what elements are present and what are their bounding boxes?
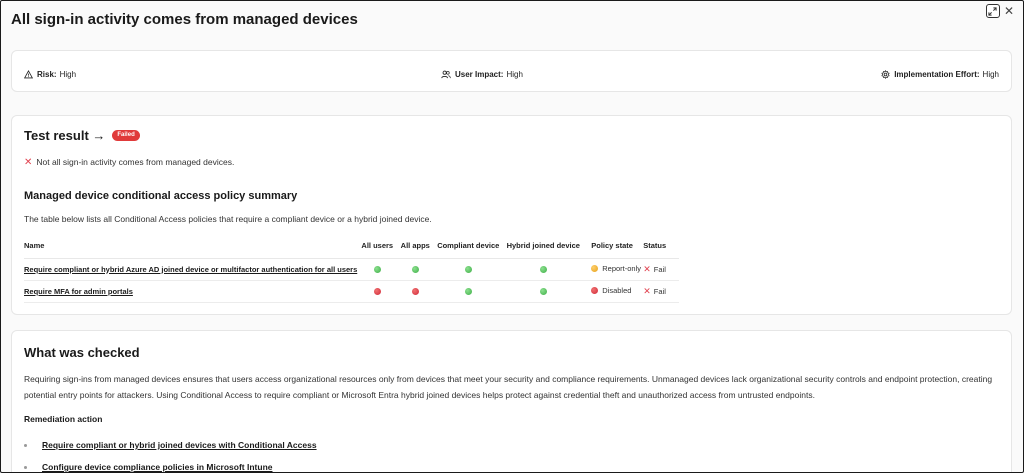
test-result-heading xyxy=(24,128,140,143)
what-was-checked-heading: What was checked xyxy=(24,345,140,360)
summary-card xyxy=(11,50,1012,92)
hybrid-joined-indicator xyxy=(540,288,547,295)
remediation-heading: Remediation action xyxy=(24,414,103,424)
user-impact-value: High xyxy=(506,70,523,79)
policy-state xyxy=(591,264,641,273)
status-cell xyxy=(643,287,666,296)
all-apps-indicator xyxy=(412,266,419,273)
user-impact-meta xyxy=(441,70,523,79)
close-button[interactable]: ✕ xyxy=(1003,4,1014,18)
state-indicator xyxy=(591,287,598,294)
policy-link[interactable]: Require compliant or hybrid Azure AD joined device or multifactor authentication for all users xyxy=(24,264,358,274)
window-actions xyxy=(986,4,1014,18)
expand-button[interactable] xyxy=(986,4,1000,18)
column-header-hybrid-joined-device: Hybrid joined device xyxy=(503,240,583,258)
what-was-checked-card xyxy=(11,330,1012,473)
status-cell xyxy=(643,265,666,274)
bullet-icon xyxy=(24,444,27,447)
risk-value: High xyxy=(59,70,77,79)
column-header-status: Status xyxy=(643,240,679,258)
fail-icon: ✕ xyxy=(24,156,33,168)
effort-value: High xyxy=(982,70,999,79)
effort-label: Implementation Effort: xyxy=(894,70,980,79)
hybrid-joined-indicator xyxy=(540,266,547,273)
policy-state-text: Report-only xyxy=(602,264,642,273)
column-header-name: Name xyxy=(24,240,357,258)
column-header-all-users: All users xyxy=(357,240,397,258)
all-users-indicator xyxy=(374,266,381,273)
result-message-text: Not all sign-in activity comes from managed devices. xyxy=(36,157,235,167)
all-users-indicator xyxy=(374,288,381,295)
policy-state xyxy=(591,286,631,295)
fail-icon: ✕ xyxy=(643,263,651,274)
gear-icon xyxy=(881,70,890,79)
compliant-device-indicator xyxy=(465,266,472,273)
table-row xyxy=(24,280,679,302)
page-title: All sign-in activity comes from managed devices xyxy=(11,11,358,28)
test-result-card xyxy=(11,115,1012,315)
column-header-all-apps: All apps xyxy=(397,240,433,258)
bullet-icon xyxy=(24,466,27,469)
effort-meta xyxy=(881,70,999,79)
compliant-device-indicator xyxy=(465,288,472,295)
remediation-link[interactable]: Require compliant or hybrid joined devices with Conditional Access xyxy=(42,440,317,450)
remediation-list xyxy=(24,436,317,473)
list-item xyxy=(24,436,317,454)
users-icon xyxy=(441,70,451,79)
status-badge: Failed xyxy=(112,130,139,141)
fail-icon: ✕ xyxy=(643,285,651,296)
policy-summary-description: The table below lists all Conditional Access policies that require a compliant device or a hybrid joined device. xyxy=(24,214,432,224)
column-header-policy-state: Policy state xyxy=(583,240,643,258)
state-indicator xyxy=(591,265,598,272)
collapse-icon xyxy=(988,7,997,16)
test-result-title: Test result → xyxy=(24,128,106,143)
warning-icon xyxy=(24,70,33,79)
all-apps-indicator xyxy=(412,288,419,295)
risk-meta xyxy=(24,70,76,79)
what-was-checked-description: Requiring sign-ins from managed devices ensures that users access organizational resources only from devices that meet your security and compliance requirements. Unmanaged devices lack organizational security controls and endpoint protection, creating potential entry points for attackers. Using Conditional Access to require compliant or Microsoft Entra hybrid joined devices helps protect against credential theft and unauthorized access from untrusted endpoints. xyxy=(24,374,993,400)
policy-summary-heading: Managed device conditional access policy summary xyxy=(24,190,298,202)
result-message xyxy=(24,157,234,167)
column-header-compliant-device: Compliant device xyxy=(433,240,503,258)
policy-table xyxy=(24,240,679,303)
remediation-link[interactable]: Configure device compliance policies in Microsoft Intune xyxy=(42,462,273,472)
user-impact-label: User Impact: xyxy=(455,70,504,79)
policy-link[interactable]: Require MFA for admin portals xyxy=(24,286,133,296)
risk-label: Risk: xyxy=(37,70,57,79)
table-header-row xyxy=(24,240,679,258)
table-row xyxy=(24,258,679,280)
status-text: Fail xyxy=(653,286,666,296)
list-item xyxy=(24,458,317,473)
status-text: Fail xyxy=(653,264,666,274)
policy-state-text: Disabled xyxy=(602,286,632,295)
